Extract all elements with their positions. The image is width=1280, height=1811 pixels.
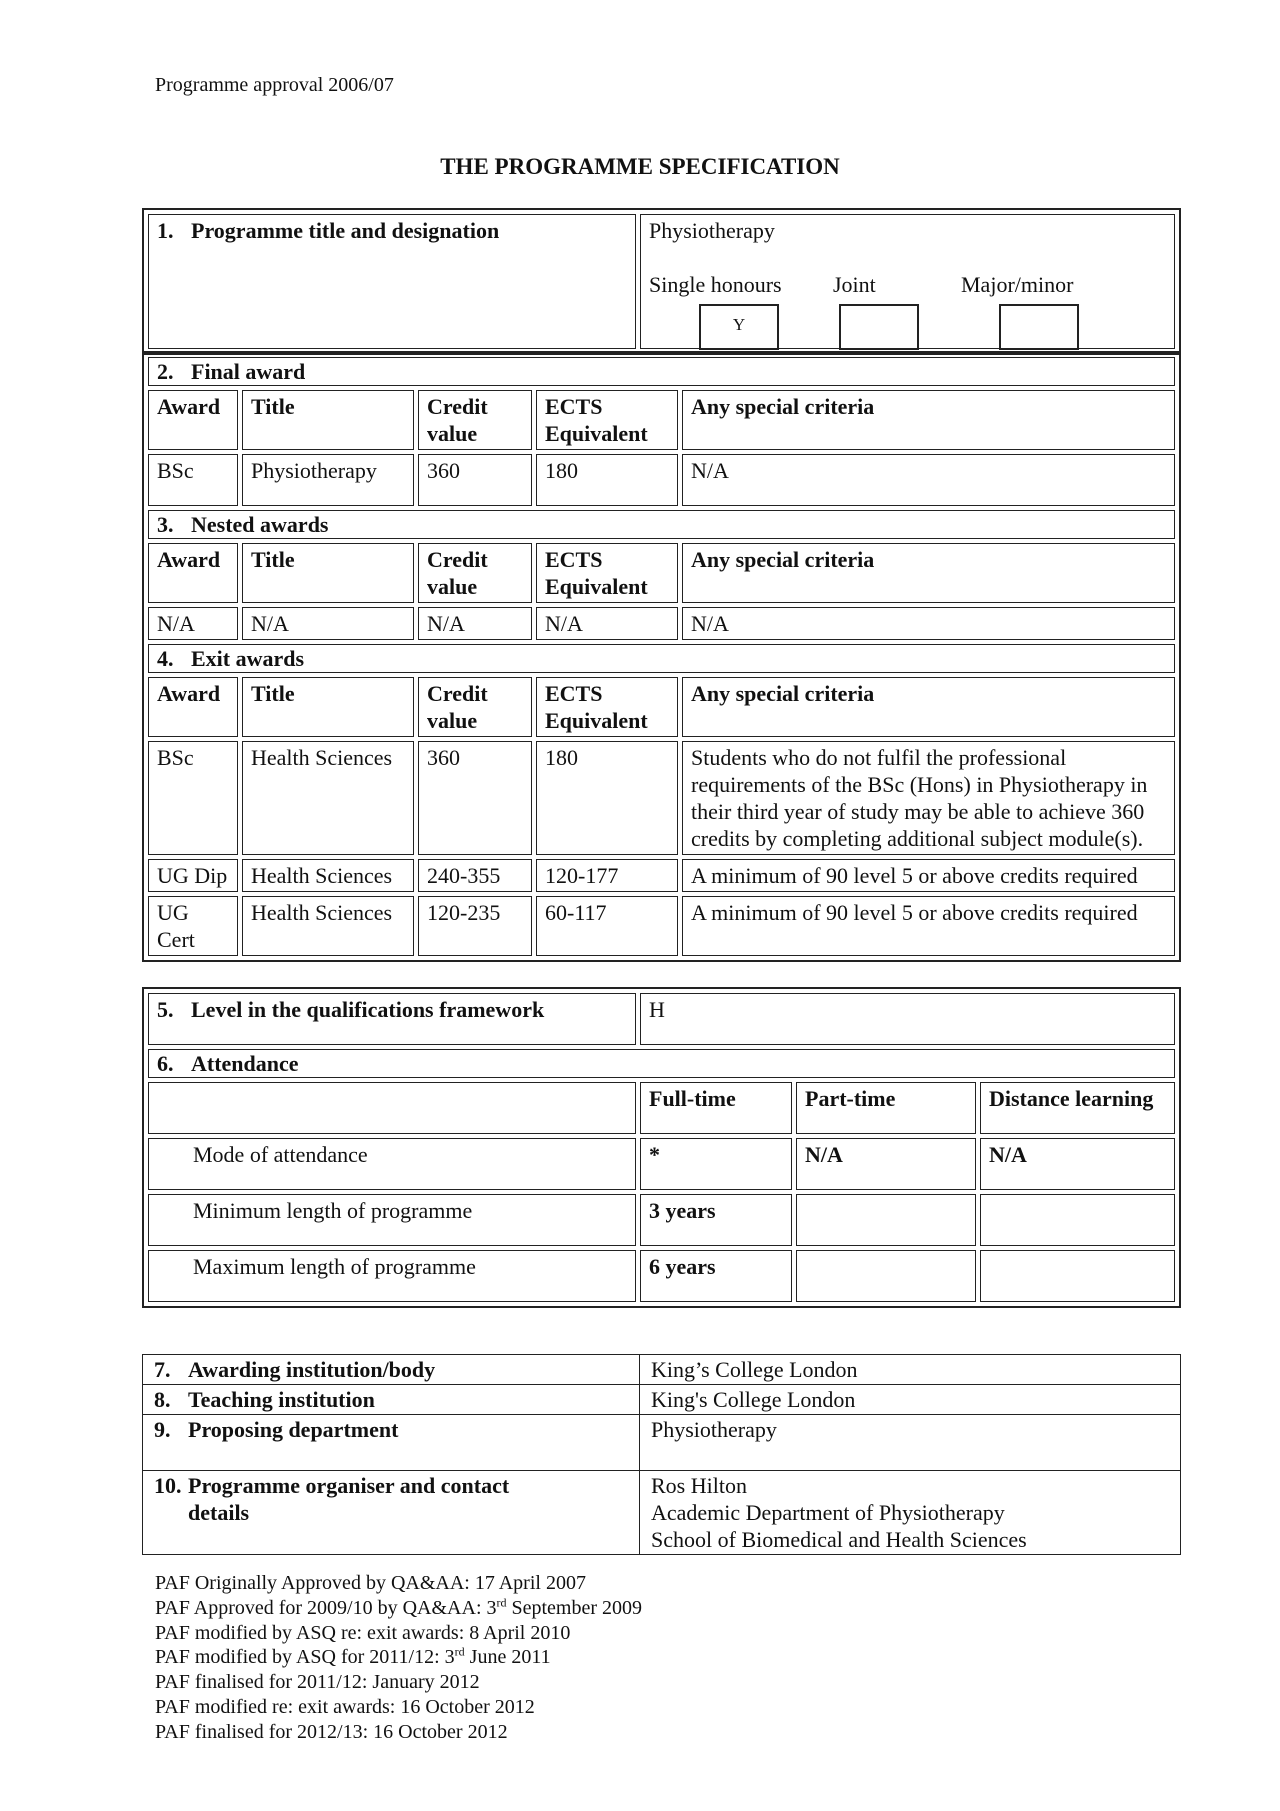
- major-minor-box: [999, 304, 1079, 350]
- table-row: [148, 607, 1175, 640]
- col-parttime-header: Part-time: [796, 1082, 976, 1134]
- col-award-header: Award: [148, 677, 238, 737]
- table-row: [148, 896, 1175, 956]
- fulltime-cell: 6 years: [640, 1250, 792, 1302]
- award-cell: UG Cert: [148, 896, 238, 956]
- award-cell: BSc: [148, 454, 238, 506]
- single-honours-box: Y: [699, 304, 779, 350]
- distance-cell: [980, 1194, 1175, 1246]
- ects-cell: 180: [536, 741, 678, 855]
- criteria-cell: A minimum of 90 level 5 or above credits required: [682, 859, 1175, 892]
- ects-cell: 120-177: [536, 859, 678, 892]
- organiser-school: School of Biomedical and Health Sciences: [651, 1527, 1027, 1552]
- col-credit-header: Credit value: [418, 543, 532, 603]
- table-row: [148, 741, 1175, 855]
- col-ects-header: ECTS Equivalent: [536, 543, 678, 603]
- credit-cell: 360: [418, 741, 532, 855]
- awarding-value: King’s College London: [640, 1355, 1181, 1385]
- joint-box: [839, 304, 919, 350]
- approval-line: PAF modified by ASQ re: exit awards: 8 April 2010: [155, 1621, 571, 1644]
- organiser-label: 10. Programme organiser and contact details: [143, 1471, 640, 1555]
- teaching-value: King's College London: [640, 1385, 1181, 1415]
- col-criteria-header: Any special criteria: [682, 390, 1175, 450]
- criteria-cell: N/A: [682, 607, 1175, 640]
- title-cell: Health Sciences: [242, 859, 414, 892]
- table-row: [148, 1194, 1175, 1246]
- table-row: [148, 859, 1175, 892]
- attendance-heading-row: 6. Attendance: [148, 1049, 1175, 1078]
- nested-awards-heading-row: 3. Nested awards: [148, 510, 1175, 539]
- ects-cell: 60-117: [536, 896, 678, 956]
- approval-line: PAF finalised for 2011/12: January 2012: [155, 1671, 480, 1694]
- col-award-header: Award: [148, 543, 238, 603]
- level-value: H: [640, 993, 1175, 1045]
- option-major-minor: Major/minor: [961, 272, 1074, 297]
- credit-cell: 360: [418, 454, 532, 506]
- ects-cell: N/A: [536, 607, 678, 640]
- final-award-header-row: [148, 390, 1175, 450]
- col-distance-header: Distance learning: [980, 1082, 1175, 1134]
- header-note: Programme approval 2006/07: [155, 74, 394, 96]
- awarding-label: 7. Awarding institution/body: [143, 1355, 640, 1385]
- institution-table: [142, 1354, 1181, 1555]
- credit-cell: 240-355: [418, 859, 532, 892]
- section-awards: [142, 351, 1181, 962]
- section-level-attendance: [142, 987, 1181, 1308]
- criteria-cell: Students who do not fulfil the professional requirements of the BSc (Hons) in Physiotherapy in their third year of study may be able to achieve 360 credits by completing additional subject module(s).: [682, 741, 1175, 855]
- parttime-cell: [796, 1250, 976, 1302]
- attendance-row-label: Mode of attendance: [148, 1138, 636, 1190]
- approval-line: PAF Originally Approved by QA&AA: 17 April 2007: [155, 1572, 586, 1594]
- exit-awards-heading: Exit awards: [191, 646, 305, 671]
- table-row: [148, 1138, 1175, 1190]
- title-cell: N/A: [242, 607, 414, 640]
- organiser-department: Academic Department of Physiotherapy: [651, 1500, 1005, 1525]
- award-cell: UG Dip: [148, 859, 238, 892]
- attendance-row-label: Maximum length of programme: [148, 1250, 636, 1302]
- final-award-heading: Final award: [191, 359, 306, 384]
- col-criteria-header: Any special criteria: [682, 677, 1175, 737]
- approval-line: PAF modified by ASQ for 2011/12: 3rd June 2011: [155, 1644, 551, 1669]
- programme-title-cell: [640, 214, 1175, 349]
- title-cell: Physiotherapy: [242, 454, 414, 506]
- option-single-honours: Single honours: [649, 272, 782, 297]
- approval-history: [155, 1571, 642, 1745]
- ects-cell: 180: [536, 454, 678, 506]
- final-award-heading-row: 2. Final award: [148, 357, 1175, 386]
- nested-awards-header-row: [148, 543, 1175, 603]
- teaching-row: [143, 1385, 1181, 1415]
- section-programme-title: [142, 208, 1181, 355]
- organiser-name: Ros Hilton: [651, 1473, 747, 1498]
- title-cell: Health Sciences: [242, 741, 414, 855]
- parttime-cell: N/A: [796, 1138, 976, 1190]
- fulltime-cell: 3 years: [640, 1194, 792, 1246]
- col-credit-header: Credit value: [418, 390, 532, 450]
- nested-awards-heading: Nested awards: [191, 512, 329, 537]
- attendance-header-row: [148, 1082, 1175, 1134]
- approval-line: PAF Approved for 2009/10 by QA&AA: 3rd September 2009: [155, 1595, 643, 1619]
- award-cell: N/A: [148, 607, 238, 640]
- exit-awards-heading-row: 4. Exit awards: [148, 644, 1175, 673]
- col-title-header: Title: [242, 390, 414, 450]
- col-ects-header: ECTS Equivalent: [536, 677, 678, 737]
- distance-cell: [980, 1250, 1175, 1302]
- awarding-row: [143, 1355, 1181, 1385]
- option-joint: Joint: [833, 272, 876, 297]
- level-row: [148, 993, 1175, 1045]
- award-cell: BSc: [148, 741, 238, 855]
- exit-awards-header-row: [148, 677, 1175, 737]
- programme-title-label: 1. Programme title and designation: [148, 214, 636, 349]
- department-label: 9. Proposing department: [143, 1415, 640, 1471]
- programme-title-value: Physiotherapy: [649, 218, 775, 243]
- approval-line: PAF finalised for 2012/13: 16 October 2012: [155, 1720, 508, 1743]
- criteria-cell: A minimum of 90 level 5 or above credits required: [682, 896, 1175, 956]
- fulltime-cell: *: [640, 1138, 792, 1190]
- attendance-heading: Attendance: [191, 1051, 299, 1076]
- col-credit-header: Credit value: [418, 677, 532, 737]
- page-title: THE PROGRAMME SPECIFICATION: [440, 154, 840, 179]
- organiser-row: [143, 1471, 1181, 1555]
- criteria-cell: N/A: [682, 454, 1175, 506]
- col-ects-header: ECTS Equivalent: [536, 390, 678, 450]
- table-row: [148, 454, 1175, 506]
- table-row: [148, 1250, 1175, 1302]
- department-value: Physiotherapy: [640, 1415, 1181, 1471]
- col-award-header: Award: [148, 390, 238, 450]
- col-fulltime-header: Full-time: [640, 1082, 792, 1134]
- col-title-header: Title: [242, 677, 414, 737]
- approval-line: PAF modified re: exit awards: 16 October 2012: [155, 1695, 535, 1718]
- teaching-label: 8. Teaching institution: [143, 1385, 640, 1415]
- col-criteria-header: Any special criteria: [682, 543, 1175, 603]
- level-label: 5. Level in the qualifications framework: [148, 993, 636, 1045]
- col-title-header: Title: [242, 543, 414, 603]
- organiser-value: [640, 1471, 1181, 1555]
- distance-cell: N/A: [980, 1138, 1175, 1190]
- attendance-row-label: Minimum length of programme: [148, 1194, 636, 1246]
- credit-cell: 120-235: [418, 896, 532, 956]
- department-row: [143, 1415, 1181, 1471]
- parttime-cell: [796, 1194, 976, 1246]
- title-cell: Health Sciences: [242, 896, 414, 956]
- credit-cell: N/A: [418, 607, 532, 640]
